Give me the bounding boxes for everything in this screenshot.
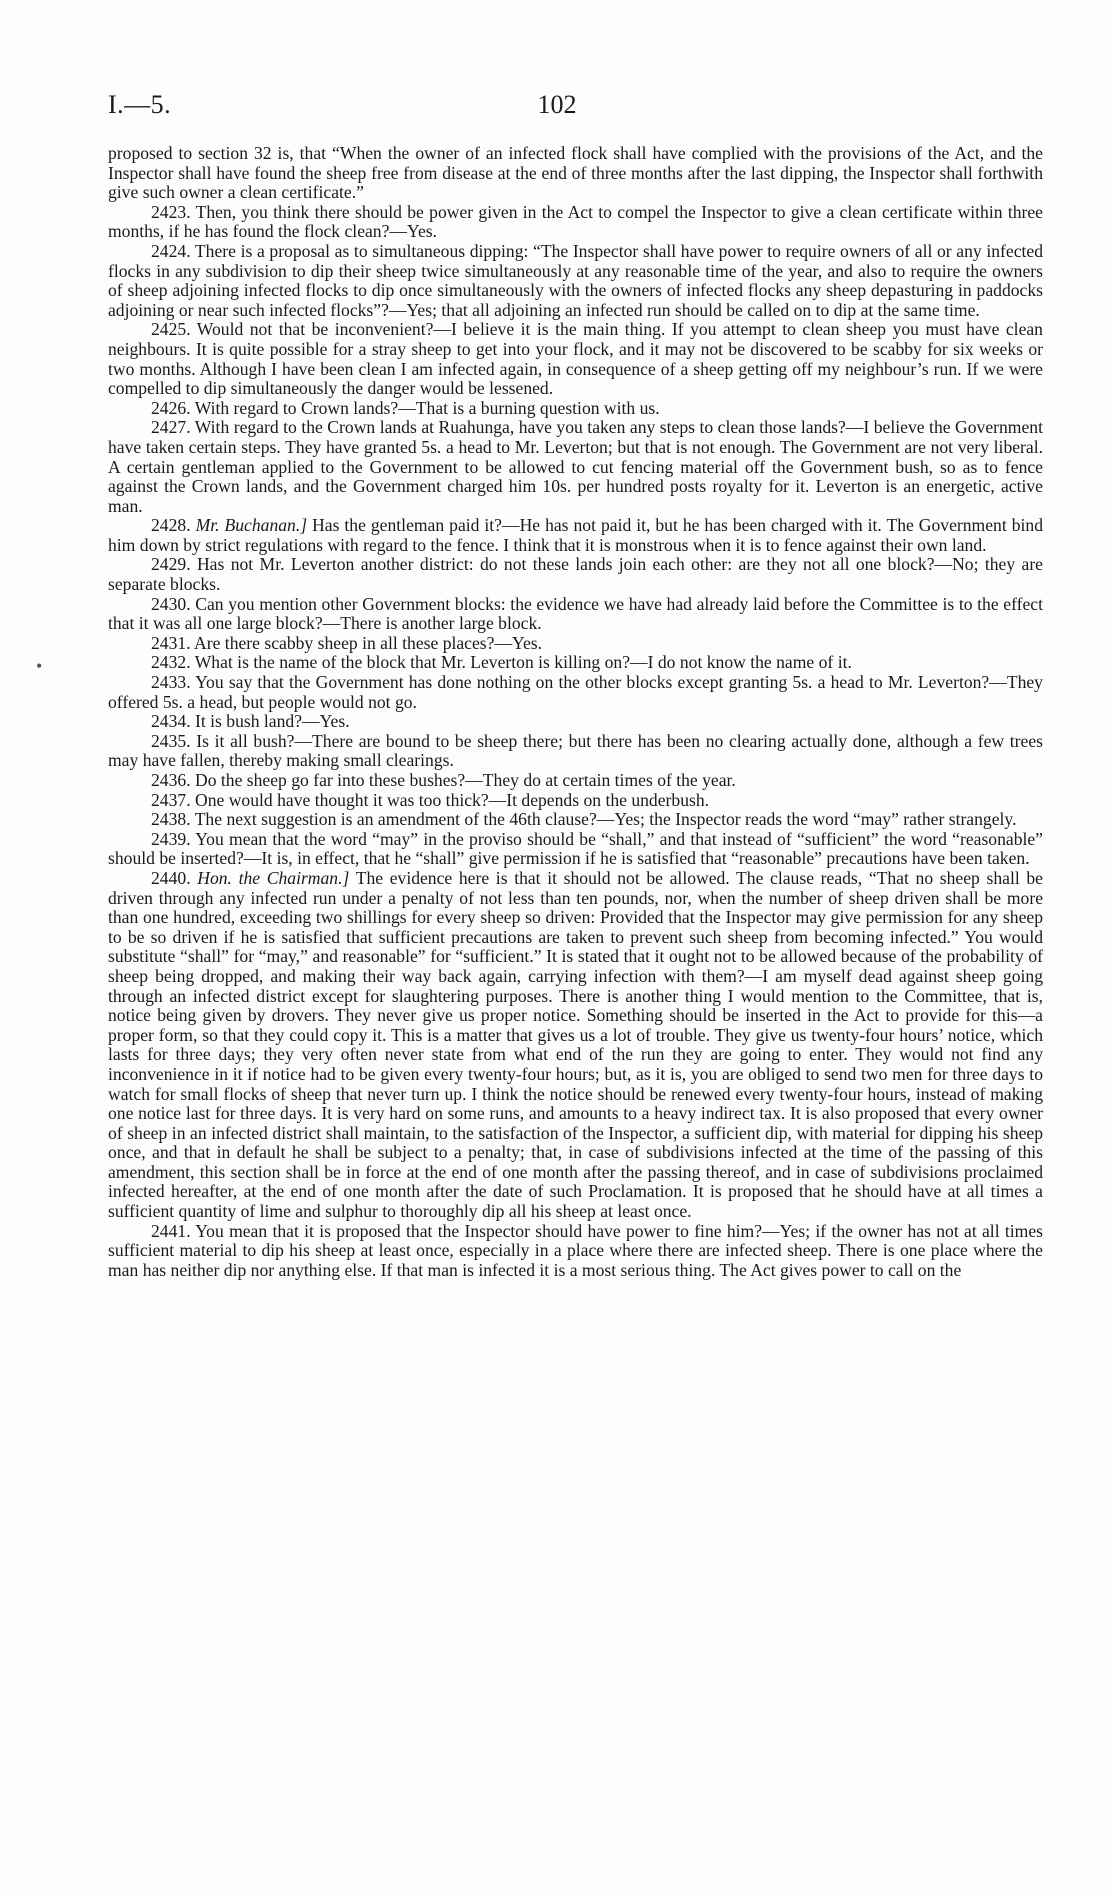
page-header	[108, 90, 1006, 126]
question-2423: 2423. Then, you think there should be power given in the Act to compel the Inspector to give a clean certificate within three months, if he has found the flock clean?—Yes.	[108, 201, 1043, 242]
question-2431: 2431. Are there scabby sheep in all these places?—Yes.	[151, 632, 543, 653]
document-reference: I.—5.	[108, 90, 172, 119]
page-number: 102	[537, 90, 577, 119]
question-2427: 2427. With regard to the Crown lands at Ruahunga, have you taken any steps to clean those lands?—I believe the Government have taken certain steps. They have granted 5s. a head to Mr. Leverton; but that is not enough. The Government are not very liberal. A certain gentleman applied to the Government to be allowed to cut fencing material off the Government bush, so as to fence against the Crown lands, and the Government charged him 10s. per hundred posts royalty for it. Leverton is an energetic, active man.	[108, 417, 1043, 516]
question-2439: 2439. You mean that the word “may” in the proviso should be “shall,” and that instead of “sufficient” the word “reasonable” should be inserted?—It is, in effect, that he “shall” give permission if he is satisfied that “reasonable” precautions have been taken.	[108, 828, 1043, 869]
question-2438: 2438. The next suggestion is an amendment of the 46th clause?—Yes; the Inspector reads the word “may” rather strangely.	[151, 809, 1017, 830]
continued-paragraph: proposed to section 32 is, that “When the owner of an infected flock shall have complied with the provisions of the Act, and the Inspector shall have found the sheep free from disease at the end of three months after the last dipping, the Inspector shall forthwith give such owner a clean certificate.”	[108, 143, 1043, 203]
question-2441: 2441. You mean that it is proposed that the Inspector should have power to fine him?—Yes; if the owner has not at all times sufficient material to dip his sheep at least once, especially in a place where there are infected sheep. There is one place where the man has neither dip nor anything else. If that man is infected it is a most serious thing. The Act gives power to call on the	[108, 1220, 1043, 1280]
question-2424: 2424. There is a proposal as to simultaneous dipping: “The Inspector shall have power to require owners of all or any infected flocks in any subdivision to dip their sheep twice simultaneously at any reasonable time of the year, and also to require the owners of sheep adjoining infected flocks to dip once simultaneously with the owners of infected flocks any sheep depasturing in paddocks adjoining or near such infected flocks”?—Yes; that all adjoining an infected run should be called on to dip at the same time.	[108, 240, 1043, 320]
question-2429: 2429. Has not Mr. Leverton another district: do not these lands join each other: are they not all one block?—No; they are separate blocks.	[108, 554, 1043, 595]
question-2434: 2434. It is bush land?—Yes.	[151, 711, 350, 732]
question-2425: 2425. Would not that be inconvenient?—I believe it is the main thing. If you attempt to clean sheep you must have clean neighbours. It is quite possible for a stray sheep to get into your flock, and it may not be discovered to be scabby for six weeks or two months. Although I have been clean I am infected again, in consequence of a sheep getting off my neighbour’s run. If we were compelled to dip simultaneously the danger would be lessened.	[108, 319, 1043, 399]
margin-dot: •	[36, 656, 43, 676]
question-2435: 2435. Is it all bush?—There are bound to be sheep there; but there has been no clearing actually done, although a few trees may have fallen, thereby making small clearings.	[108, 730, 1043, 771]
question-2430: 2430. Can you mention other Government blocks: the evidence we have had already laid before the Committee is to the effect that it was all one large block?—There is another large block.	[108, 593, 1043, 634]
speaker-name: Hon. the Chairman.]	[197, 867, 350, 888]
question-2433: 2433. You say that the Government has done nothing on the other blocks except granting 5s. a head to Mr. Leverton?—They offered 5s. a head, but people would not go.	[108, 672, 1043, 712]
question-2437: 2437. One would have thought it was too thick?—It depends on the underbush.	[151, 789, 710, 810]
question-2436: 2436. Do the sheep go far into these bushes?—They do at certain times of the year.	[151, 770, 736, 790]
question-2440: 2440. Hon. the Chairman.] The evidence here is that it should not be allowed. The clause reads, “That no sheep shall be driven through any infected run under a penalty of not less than ten pounds, nor, when the number of sheep driven shall be more than one hundred, exceeding two shillings for every sheep so driven: Provided that the Inspector may give permission for any sheep to be so driven if he is satisfied that sufficient precautions are taken to prevent such sheep from becoming infected.” You would substitute “shall” for “may,” and reasonable” for “sufficient.” It is stated that it ought not to be allowed because of the probability of sheep being dropped, and making their way back again, carrying infection with them?—I am myself dead against sheep going through an infected district except for slaughtering purposes. There is another thing I would mention to the Committee, that is, notice being given by drovers. They never give us proper notice. Something should be inserted in the Act to provide for this—a proper form, so that they could copy it. This is a matter that gives us a lot of trouble. They give us twenty-four hours’ notice, which lasts for three days; they very often never state from what end of the run they are going to enter. They would not find any inconvenience in it if notice had to be given every twenty-four hours; but, as it is, you are obliged to send two men for three days to watch for small flocks of sheep that never turn up. I think the notice should be renewed every twenty-four hours, instead of making one notice last for three days. It is very hard on some runs, and amounts to a heavy indirect tax. It is also proposed that every owner of sheep in an infected district shall maintain, to the satisfaction of the Inspector, a sufficient dip, with material for dipping his sheep once, and that in default he shall be subject to a penalty; that, in case of subdivisions infected at the time of the passing of this amendment, this section shall be in force at the end of one month after the passing thereof, and in case of subdivisions proclaimed infected hereafter, at the end of one month after the date of such Proclamation. It is proposed that he should have at all times a sufficient quantity of lime and sulphur to thoroughly dip all his sheep at least once.	[108, 867, 1043, 1222]
question-2428: 2428. Mr. Buchanan.] Has the gentleman paid it?—He has not paid it, but he has been charged with it. The Government bind him down by strict regulations with regard to the fence. I think that it is monstrous when it is to fence against their own land.	[108, 515, 1043, 555]
document-body	[108, 144, 1043, 1280]
speaker-name: Mr. Buchanan.]	[195, 515, 308, 536]
question-2432: 2432. What is the name of the block that Mr. Leverton is killing on?—I do not know the name of it.	[151, 652, 852, 673]
question-2426: 2426. With regard to Crown lands?—That is a burning question with us.	[151, 397, 660, 418]
